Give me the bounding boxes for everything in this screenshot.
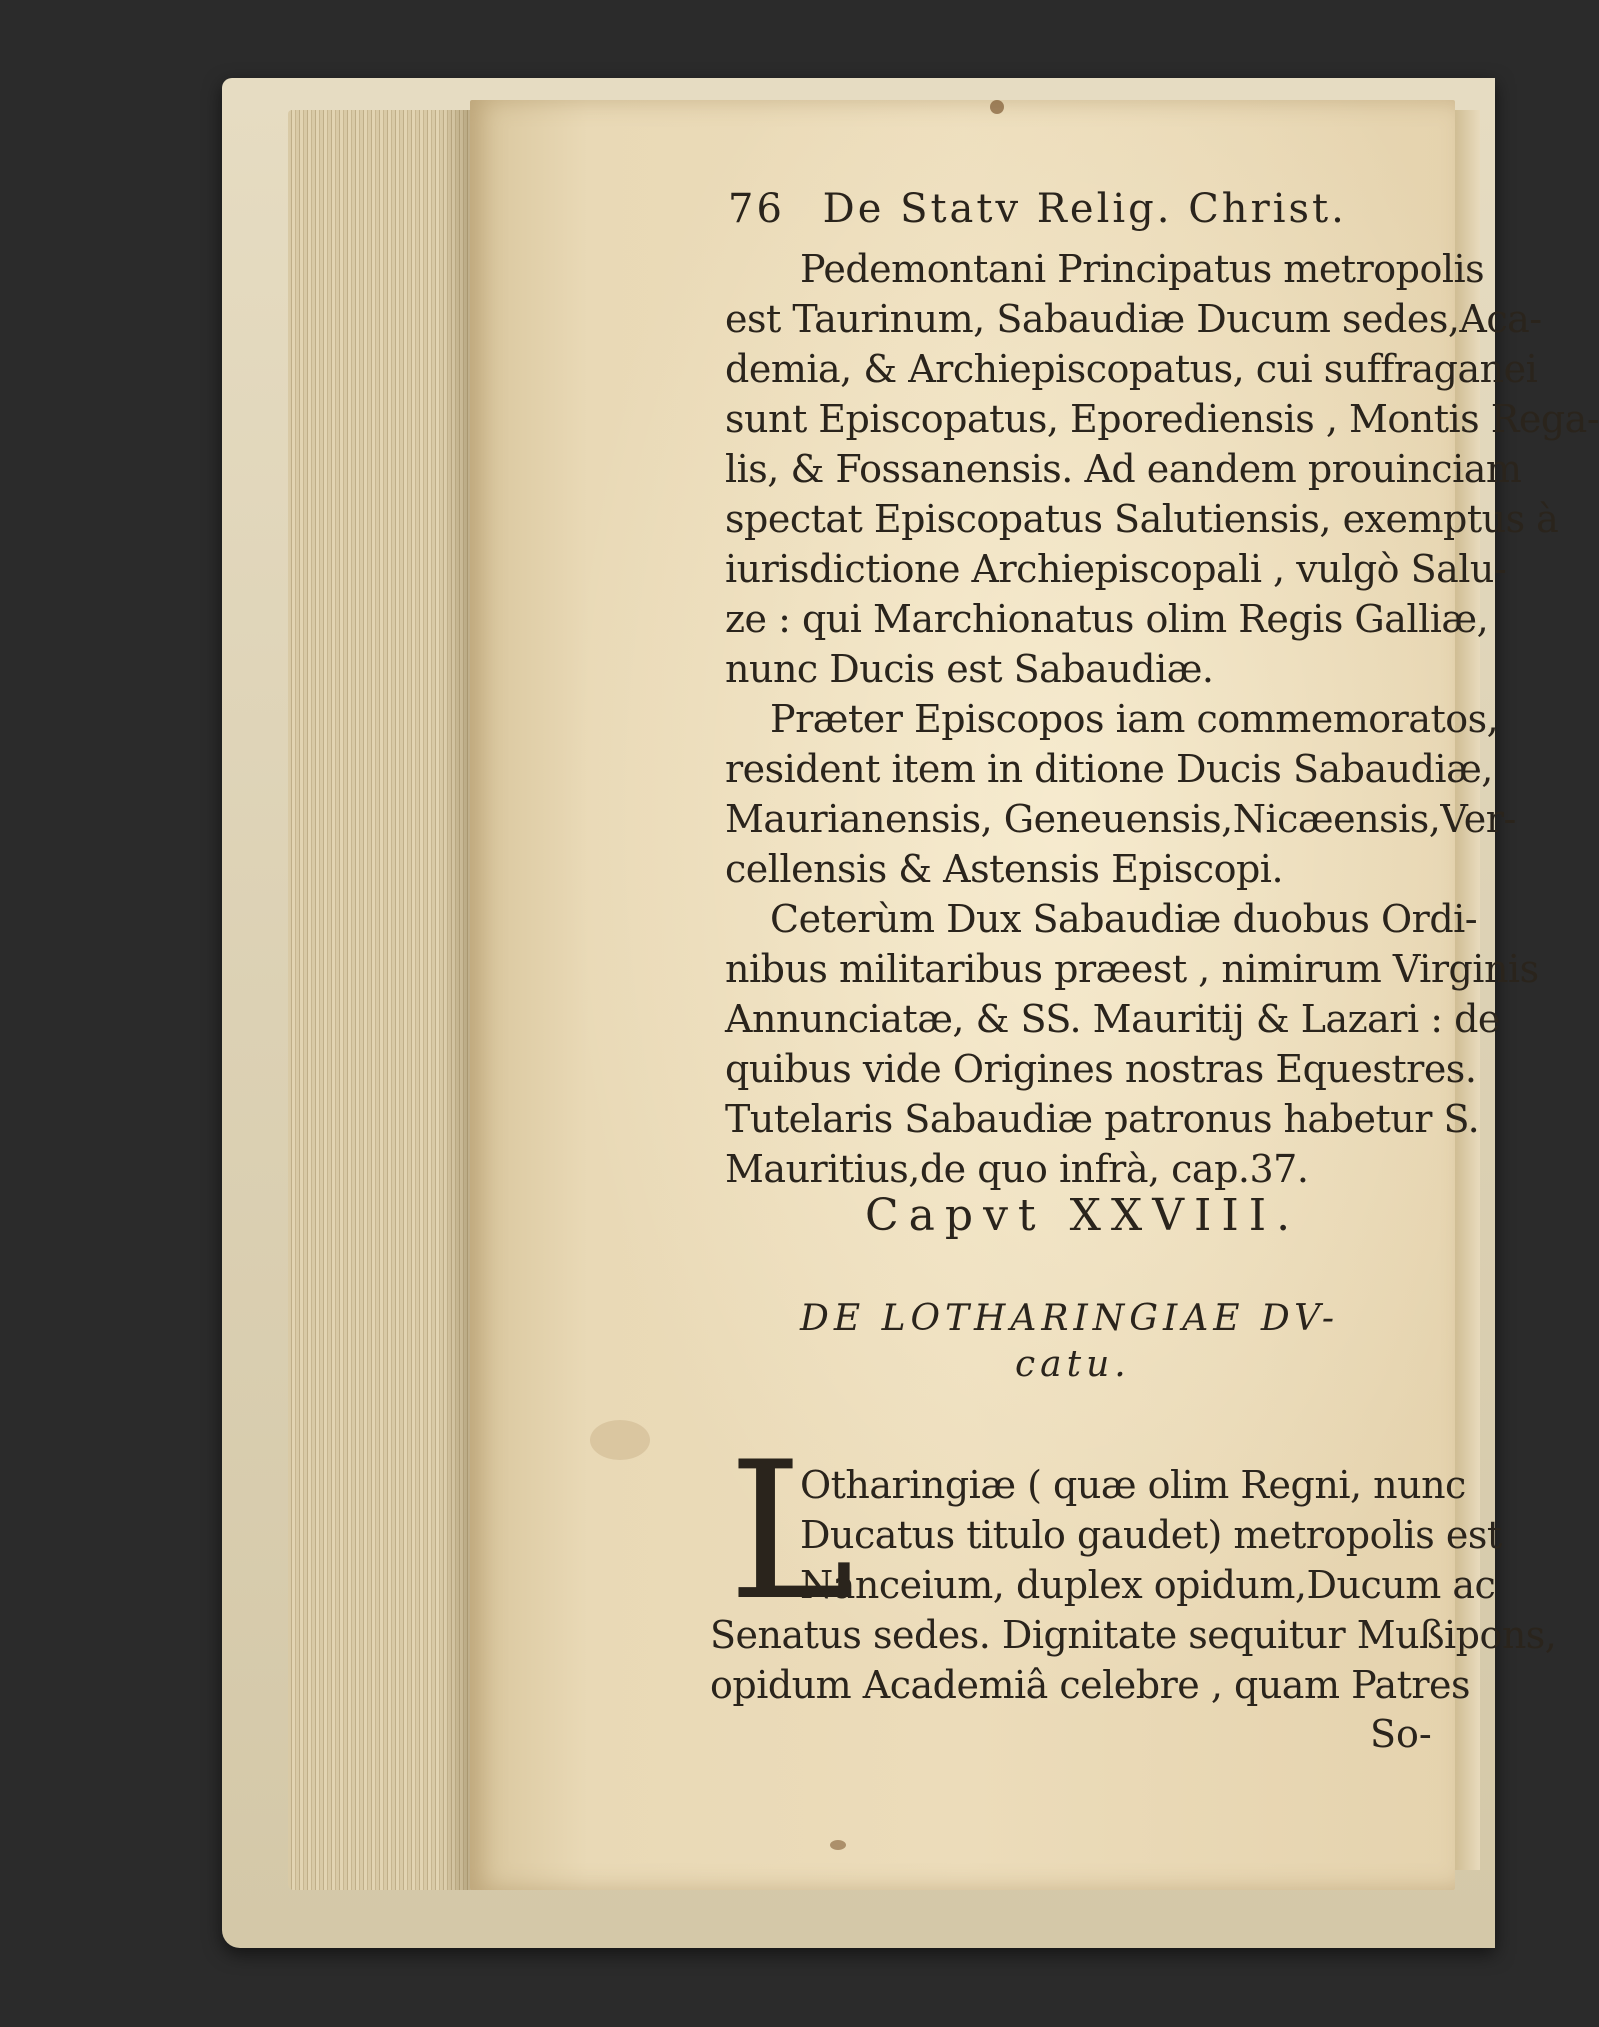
running-head [728,186,1347,232]
text-line: Senatus sedes. Dignitate sequitur Mußipons, [710,1613,1557,1657]
foxing-stain [830,1840,846,1850]
foxing-stain [590,1420,650,1460]
drop-cap: L [728,1421,855,1642]
text-line: Ducatus titulo gaudet) metropolis est [800,1513,1502,1557]
foxing-stain [990,100,1004,114]
text-line: resident item in ditione Ducis Sabaudiæ, [725,747,1493,791]
text-line: est Taurinum, Sabaudiæ Ducum sedes,Aca- [725,297,1542,341]
page-number: 76 [728,186,785,232]
text-line: Nanceium, duplex opidum,Ducum ac [800,1563,1496,1607]
text-line: demia, & Archiepiscopatus, cui suffraganei [725,347,1538,391]
chapter-heading: Capvt XXVIII. [865,1190,1301,1241]
text-line: Pedemontani Principatus metropolis [800,247,1485,291]
book-page [470,100,1599,1890]
text-line: quibus vide Origines nostras Equestres. [725,1047,1477,1091]
text-line: Tutelaris Sabaudiæ patronus habetur S. [725,1097,1480,1141]
running-head-title: De Statv Relig. Christ. [822,186,1347,232]
text-line: Mauritius,de quo infrà, cap.37. [725,1147,1309,1191]
text-line: spectat Episcopatus Salutiensis, exemptus à [725,497,1559,541]
text-line: sunt Episcopatus, Eporediensis , Montis Rega- [725,397,1599,441]
text-line: Ceterùm Dux Sabaudiæ duobus Ordi- [770,897,1478,941]
chapter-subtitle-line-2: catu. [1015,1344,1131,1385]
text-line: Otharingiæ ( quæ olim Regni, nunc [800,1463,1466,1507]
catchword: So- [1370,1712,1432,1756]
text-line: Maurianensis, Geneuensis,Nicæensis,Ver- [725,797,1516,841]
text-line: opidum Academiâ celebre , quam Patres [710,1663,1471,1707]
text-line: lis, & Fossanensis. Ad eandem prouinciam [725,447,1522,491]
text-line: cellensis & Astensis Episcopi. [725,847,1284,891]
text-line: ze : qui Marchionatus olim Regis Galliæ, [725,597,1489,641]
text-line: nibus militaribus præest , nimirum Virginis [725,947,1539,991]
text-line: iurisdictione Archiepiscopali , vulgò Salu- [725,547,1507,591]
chapter-subtitle-line-1: DE LOTHARINGIAE DV- [800,1298,1340,1339]
text-line: Præter Episcopos iam commemoratos, [770,697,1499,741]
text-line: Annunciatæ, & SS. Mauritij & Lazari : de [725,997,1500,1041]
text-line: nunc Ducis est Sabaudiæ. [725,647,1214,691]
